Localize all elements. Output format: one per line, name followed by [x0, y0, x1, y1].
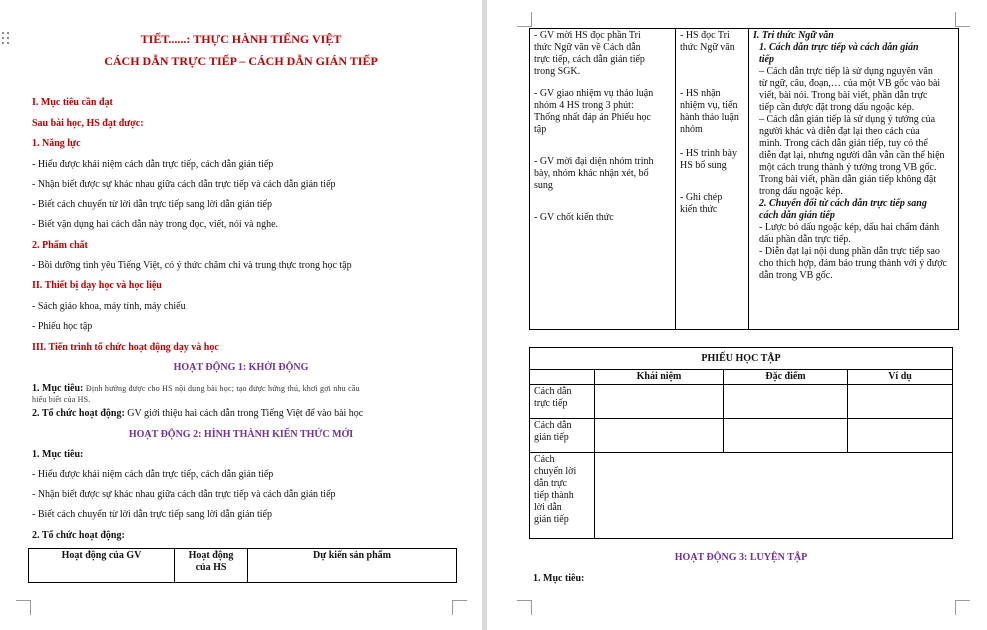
crop-mark: [517, 12, 532, 27]
worksheet-cell-merged[interactable]: [595, 453, 953, 539]
worksheet-title: PHIẾU HỌC TẬP: [530, 348, 953, 370]
teacher-activity-line: - GV chốt kiến thức: [534, 212, 614, 223]
teacher-activity-line: nhóm 4 HS trong 3 phút:: [534, 100, 634, 111]
teacher-activity-line: Thống nhất đáp án Phiếu học: [534, 112, 651, 123]
product-subheading: 1. Cách dẫn trực tiếp và cách dẫn gián: [759, 42, 919, 53]
product-line: - Lược bỏ dấu ngoặc kép, dấu hai chấm đánh: [759, 222, 940, 233]
product-heading: I. Tri thức Ngữ văn: [753, 30, 834, 41]
organize-label: 2. Tổ chức hoạt động:: [32, 530, 125, 541]
teacher-activity-line: trong SGK.: [534, 66, 581, 77]
teacher-activity-line: - GV mời HS đọc phần Tri: [534, 30, 641, 41]
student-activity-line: HS bổ sung: [680, 160, 727, 171]
student-activity-line: nhóm: [680, 124, 703, 135]
bullet-text: - Hiểu được khái niệm cách dẫn trực tiếp, cách dẫn gián tiếp: [32, 469, 274, 480]
goal-text-continued: hiểu biết của HS.: [32, 395, 91, 404]
worksheet-row-header: Cách chuyển lời dẫn trực tiếp thành lời dẫn gián tiếp: [530, 453, 595, 539]
product-line: cho thích hợp, đảm bảo trung thành với ý được: [759, 258, 947, 269]
activity-table-continued: [529, 28, 959, 330]
document-page-2: [487, 0, 987, 630]
worksheet-cell[interactable]: [595, 385, 724, 419]
activity-heading: HOẠT ĐỘNG 3: LUYỆN TẬP: [674, 552, 808, 563]
organize-line: [32, 408, 363, 420]
product-line: dấu phần dẫn trực tiếp.: [759, 234, 851, 245]
bullet-text: - Biết vận dụng hai cách dẫn này trong đọc, viết, nói và nghe.: [32, 219, 279, 230]
product-line: người khác và diễn đạt lại theo cách của: [759, 126, 920, 137]
teacher-activity-line: trực tiếp, cách dẫn gián tiếp: [534, 54, 645, 65]
goal-label: 1. Mục tiêu:: [32, 449, 84, 460]
product-line: mình. Trong cách dẫn gián tiếp, tuy có thể: [759, 138, 928, 149]
teacher-activity-line: - GV mời đại diện nhóm trình: [534, 156, 654, 167]
worksheet-col-header: Đặc điểm: [724, 370, 848, 385]
activity-heading: HOẠT ĐỘNG 1: KHỞI ĐỘNG: [173, 362, 309, 373]
student-activity-cell: [676, 29, 749, 330]
bullet-text: - Nhận biết được sự khác nhau giữa cách dẫn trực tiếp và cách dẫn gián tiếp: [32, 179, 336, 190]
student-activity-line: - HS nhận: [680, 88, 721, 99]
goal-label: 1. Mục tiêu:: [533, 573, 585, 584]
document-page-1: [0, 0, 482, 630]
table-header-student: Hoạt động của HS: [175, 549, 248, 583]
student-activity-line: hành thảo luận: [680, 112, 739, 123]
subsection-heading: 2. Phẩm chất: [32, 240, 88, 251]
worksheet-corner-cell: [530, 370, 595, 385]
teacher-activity-line: bày, nhóm khác nhận xét, bổ: [534, 168, 649, 179]
crop-mark: [955, 12, 970, 27]
worksheet-cell[interactable]: [595, 419, 724, 453]
product-line: trong dấu ngoặc kép.: [759, 186, 843, 197]
goal-text: Định hướng được cho HS nội dung bài học; tạo được hứng thú, khơi gợi nhu cầu: [85, 384, 360, 393]
worksheet-cell[interactable]: [848, 385, 953, 419]
product-line: viết, bài nói. Trong bài viết, phần dẫn trực: [759, 90, 928, 101]
worksheet-row-header: Cách dẫn gián tiếp: [530, 419, 595, 453]
crop-mark: [452, 600, 467, 615]
teacher-activity-line: thức Ngữ văn về Cách dẫn: [534, 42, 641, 53]
page-title: TIẾT......: THỰC HÀNH TIẾNG VIỆT: [140, 32, 342, 46]
student-activity-line: kiến thức: [680, 204, 718, 215]
product-subheading: 2. Chuyển đổi từ cách dẫn trực tiếp sang: [759, 198, 927, 209]
worksheet-table: [529, 347, 953, 539]
section-heading: III. Tiến trình tổ chức hoạt động dạy và học: [32, 342, 219, 353]
worksheet-col-header: Ví dụ: [848, 370, 953, 385]
product-line: - Diễn đạt lại nội dung phần dẫn trực tiếp sao: [759, 246, 940, 257]
bullet-text: - Biết cách chuyển từ lời dẫn trực tiếp sang lời dẫn gián tiếp: [32, 199, 272, 210]
bullet-text: - Bồi dưỡng tình yêu Tiếng Việt, có ý thức chăm chỉ và trung thực trong học tập: [32, 260, 352, 271]
table-header-product: Dự kiến sản phẩm: [248, 549, 457, 583]
teacher-activity-cell: [530, 29, 676, 330]
product-line: Trong bài viết, phần dẫn gián tiếp không đặt: [759, 174, 937, 185]
crop-mark: [16, 600, 31, 615]
page-subtitle: CÁCH DẪN TRỰC TIẾP – CÁCH DẪN GIÁN TIẾP: [104, 54, 378, 68]
student-activity-line: - HS đọc Tri: [680, 30, 730, 41]
crop-mark: [517, 600, 532, 615]
worksheet-cell[interactable]: [848, 419, 953, 453]
bullet-text: - Sách giáo khoa, máy tính, máy chiếu: [32, 301, 186, 312]
table-header-teacher: Hoạt động của GV: [29, 549, 175, 583]
worksheet-cell[interactable]: [724, 385, 848, 419]
student-activity-line: - Ghi chép: [680, 192, 723, 203]
crop-mark: [955, 600, 970, 615]
product-line: – Cách dẫn gián tiếp là sử dụng ý tưởng của: [759, 114, 936, 125]
bullet-text: - Nhận biết được sự khác nhau giữa cách dẫn trực tiếp và cách dẫn gián tiếp: [32, 489, 336, 500]
teacher-activity-line: sung: [534, 180, 553, 191]
student-activity-line: thức Ngữ văn: [680, 42, 735, 53]
subsection-heading: 1. Năng lực: [32, 138, 81, 149]
teacher-activity-line: tập: [534, 124, 547, 135]
student-activity-line: - HS trình bày: [680, 148, 737, 159]
product-line: một cách trung thành ý tưởng trong VB gốc.: [759, 162, 937, 173]
product-cell: [749, 29, 959, 330]
product-line: diễn đạt lại, nhưng người dẫn vẫn cần thể hiện: [759, 150, 945, 161]
bullet-text: - Biết cách chuyển từ lời dẫn trực tiếp sang lời dẫn gián tiếp: [32, 509, 272, 520]
organize-label: 2. Tổ chức hoạt động:: [32, 408, 125, 419]
worksheet-col-header: Khái niệm: [595, 370, 724, 385]
teacher-activity-line: - GV giao nhiệm vụ thảo luận: [534, 88, 654, 99]
product-line: tiếp cần được đặt trong dấu ngoặc kép.: [759, 102, 915, 113]
product-line: dẫn trong VB gốc.: [759, 270, 833, 281]
activity-heading: HOẠT ĐỘNG 2: HÌNH THÀNH KIẾN THỨC MỚI: [128, 429, 354, 440]
section-heading: II. Thiết bị dạy học và học liệu: [32, 280, 162, 291]
bullet-text: - Hiểu được khái niệm cách dẫn trực tiếp, cách dẫn gián tiếp: [32, 159, 274, 170]
organize-text: GV giới thiệu hai cách dẫn trong Tiếng Việt để vào bài học: [127, 408, 364, 419]
section-heading: I. Mục tiêu cần đạt: [32, 97, 113, 108]
product-subheading-continued: cách dẫn gián tiếp: [759, 210, 835, 221]
student-activity-line: nhiệm vụ, tiến: [680, 100, 738, 111]
worksheet-row-header: Cách dẫn trực tiếp: [530, 385, 595, 419]
goal-label: 1. Mục tiêu:: [32, 383, 84, 394]
activity-table: [28, 548, 457, 583]
goal-line: [32, 383, 360, 395]
worksheet-cell[interactable]: [724, 419, 848, 453]
product-line: – Cách dẫn trực tiếp là sử dụng nguyên văn: [759, 66, 933, 77]
section-intro: Sau bài học, HS đạt được:: [32, 118, 144, 129]
bullet-text: - Phiếu học tập: [32, 321, 93, 332]
product-line: từ ngữ, câu, đoạn,… của một VB gốc vào bài: [759, 78, 941, 89]
product-subheading-continued: tiếp: [759, 54, 774, 65]
